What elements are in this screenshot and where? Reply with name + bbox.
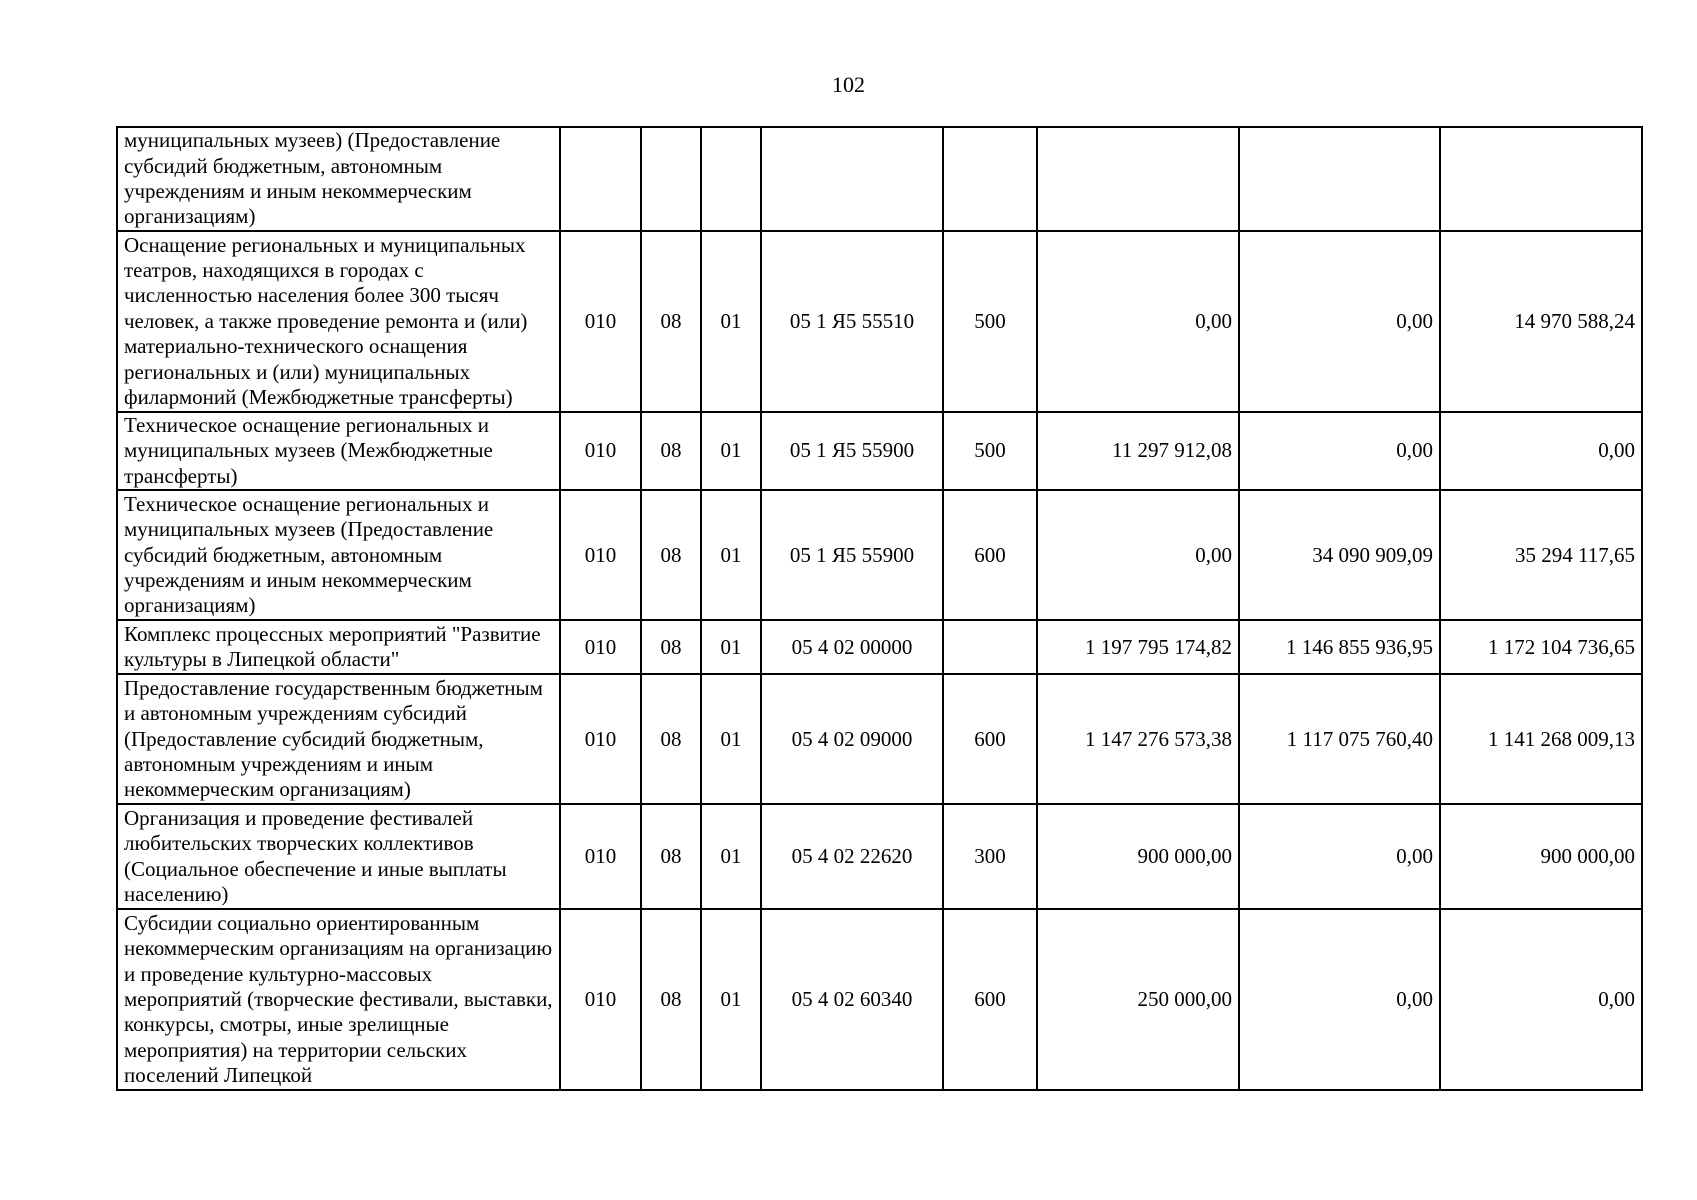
section-cell: 08 [641, 620, 701, 674]
sum-year3-cell: 0,00 [1440, 909, 1642, 1090]
sum-year3-cell: 1 141 268 009,13 [1440, 674, 1642, 804]
target-article-cell: 05 4 02 22620 [761, 804, 943, 909]
page-number: 102 [832, 72, 865, 97]
sum-year3-cell: 900 000,00 [1440, 804, 1642, 909]
subsection-cell: 01 [701, 620, 761, 674]
subsection-cell: 01 [701, 490, 761, 620]
sum-year2-cell: 0,00 [1239, 804, 1440, 909]
table-row [117, 412, 1642, 490]
grbs-cell: 010 [560, 909, 641, 1090]
expense-type-cell: 600 [943, 490, 1037, 620]
row-name: Оснащение региональных и муниципальных театров, находящихся в городах с численностью населения более 300 тысяч человек, а также проведение ремонта и (или) материально-технического оснащения региональных и (или) муниципальных филармоний (Межбюджетные трансферты) [117, 231, 560, 412]
expense-type-cell: 500 [943, 412, 1037, 490]
grbs-cell [560, 127, 641, 231]
section-cell: 08 [641, 804, 701, 909]
subsection-cell: 01 [701, 674, 761, 804]
section-cell: 08 [641, 490, 701, 620]
expense-type-cell: 500 [943, 231, 1037, 412]
row-name: Предоставление государственным бюджетным и автономным учреждениям субсидий (Предоставление субсидий бюджетным, автономным учреждениям и иным некоммерческим организациям) [117, 674, 560, 804]
section-cell: 08 [641, 231, 701, 412]
sum-year3-cell: 14 970 588,24 [1440, 231, 1642, 412]
table-row [117, 674, 1642, 804]
target-article-cell: 05 1 Я5 55900 [761, 490, 943, 620]
subsection-cell: 01 [701, 909, 761, 1090]
row-name: Субсидии социально ориентированным некоммерческим организациям на организацию и проведение культурно-массовых мероприятий (творческие фестивали, выставки, конкурсы, смотры, иные зрелищные мероприятия) на территории сельских поселений Липецкой [117, 909, 560, 1090]
grbs-cell: 010 [560, 804, 641, 909]
table-row [117, 804, 1642, 909]
section-cell: 08 [641, 674, 701, 804]
grbs-cell: 010 [560, 620, 641, 674]
sum-year1-cell: 0,00 [1037, 231, 1239, 412]
target-article-cell: 05 4 02 09000 [761, 674, 943, 804]
sum-year2-cell: 1 146 855 936,95 [1239, 620, 1440, 674]
row-name: Комплекс процессных мероприятий "Развитие культуры в Липецкой области" [117, 620, 560, 674]
target-article-cell: 05 4 02 60340 [761, 909, 943, 1090]
table-row [117, 231, 1642, 412]
subsection-cell: 01 [701, 804, 761, 909]
sum-year3-cell: 35 294 117,65 [1440, 490, 1642, 620]
sum-year1-cell: 1 197 795 174,82 [1037, 620, 1239, 674]
subsection-cell: 01 [701, 231, 761, 412]
target-article-cell: 05 4 02 00000 [761, 620, 943, 674]
sum-year1-cell: 1 147 276 573,38 [1037, 674, 1239, 804]
sum-year1-cell: 900 000,00 [1037, 804, 1239, 909]
sum-year1-cell [1037, 127, 1239, 231]
subsection-cell: 01 [701, 412, 761, 490]
table-row [117, 909, 1642, 1090]
expense-type-cell: 600 [943, 909, 1037, 1090]
target-article-cell: 05 1 Я5 55900 [761, 412, 943, 490]
sum-year3-cell: 1 172 104 736,65 [1440, 620, 1642, 674]
grbs-cell: 010 [560, 490, 641, 620]
sum-year3-cell: 0,00 [1440, 412, 1642, 490]
sum-year1-cell: 11 297 912,08 [1037, 412, 1239, 490]
grbs-cell: 010 [560, 231, 641, 412]
table-row [117, 620, 1642, 674]
grbs-cell: 010 [560, 674, 641, 804]
expense-type-cell: 600 [943, 674, 1037, 804]
grbs-cell: 010 [560, 412, 641, 490]
section-cell: 08 [641, 412, 701, 490]
row-name: муниципальных музеев) (Предоставление субсидий бюджетным, автономным учреждениям и иным некоммерческим организациям) [117, 127, 560, 231]
target-article-cell [761, 127, 943, 231]
row-name: Организация и проведение фестивалей любительских творческих коллективов (Социальное обеспечение и иные выплаты населению) [117, 804, 560, 909]
sum-year2-cell: 0,00 [1239, 231, 1440, 412]
sum-year2-cell: 0,00 [1239, 909, 1440, 1090]
section-cell [641, 127, 701, 231]
sum-year2-cell: 34 090 909,09 [1239, 490, 1440, 620]
sum-year1-cell: 250 000,00 [1037, 909, 1239, 1090]
sum-year2-cell: 1 117 075 760,40 [1239, 674, 1440, 804]
table-row [117, 127, 1642, 231]
table-row [117, 490, 1642, 620]
expense-type-cell [943, 620, 1037, 674]
subsection-cell [701, 127, 761, 231]
target-article-cell: 05 1 Я5 55510 [761, 231, 943, 412]
expense-type-cell: 300 [943, 804, 1037, 909]
expense-type-cell [943, 127, 1037, 231]
budget-table [116, 126, 1643, 1091]
section-cell: 08 [641, 909, 701, 1090]
sum-year2-cell: 0,00 [1239, 412, 1440, 490]
sum-year3-cell [1440, 127, 1642, 231]
row-name: Техническое оснащение региональных и муниципальных музеев (Межбюджетные трансферты) [117, 412, 560, 490]
sum-year2-cell [1239, 127, 1440, 231]
row-name: Техническое оснащение региональных и муниципальных музеев (Предоставление субсидий бюджетным, автономным учреждениям и иным некоммерческим организациям) [117, 490, 560, 620]
sum-year1-cell: 0,00 [1037, 490, 1239, 620]
